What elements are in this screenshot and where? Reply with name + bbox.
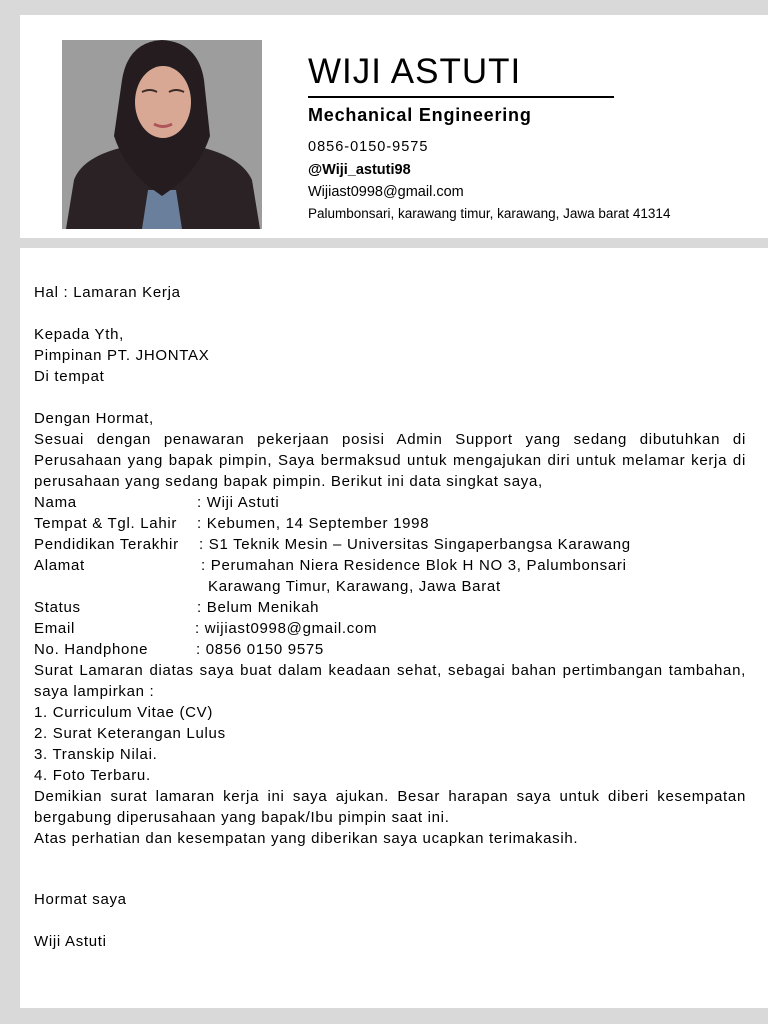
attachment-item: 4. Foto Terbaru. — [34, 767, 151, 784]
attachment-item: 1. Curriculum Vitae (CV) — [34, 704, 214, 721]
detail-label: Alamat — [34, 557, 85, 574]
detail-row — [34, 534, 746, 555]
detail-label: Pendidikan Terakhir — [34, 536, 179, 553]
detail-label: Tempat & Tgl. Lahir — [34, 515, 178, 532]
letter-subject: Hal : Lamaran Kerja — [34, 284, 181, 301]
letter-signoff: Hormat saya — [34, 891, 127, 908]
candidate-role: Mechanical Engineering — [308, 105, 532, 125]
detail-row — [34, 597, 746, 618]
applicant-details — [34, 492, 746, 660]
detail-row — [34, 492, 746, 513]
detail-row — [34, 618, 746, 639]
letter-intro: Sesuai dengan penawaran pekerjaan posisi Admin Support yang sedang dibutuhkan di Perusahaan yang bapak pimpin, Saya bermaksud untuk mengajukan diri untuk melamar kerja di perusahaan yang sedang bapak pimpin. Berikut ini data singkat saya, — [34, 431, 746, 490]
letter-thanks: Atas perhatian dan kesempatan yang diberikan saya ucapkan terimakasih. — [34, 830, 579, 847]
contact-address: Palumbonsari, karawang timur, karawang, Jawa barat 41314 — [308, 206, 671, 221]
profile-photo — [62, 40, 262, 229]
letter-closing: Demikian surat lamaran kerja ini saya ajukan. Besar harapan saya untuk diberi kesempatan bergabung diperusahaan yang bapak/Ibu pimpin saat ini. — [34, 788, 746, 826]
attachment-item: 2. Surat Keterangan Lulus — [34, 725, 226, 742]
detail-value: : wijiast0998@gmail.com — [195, 620, 378, 637]
detail-value: : S1 Teknik Mesin – Universitas Singaperbangsa Karawang — [199, 536, 631, 553]
detail-value: Karawang Timur, Karawang, Jawa Barat — [208, 578, 501, 595]
detail-value: : Perumahan Niera Residence Blok H NO 3, Palumbonsari — [201, 557, 627, 574]
recipient-line: Kepada Yth, — [34, 326, 124, 343]
signature-name: Wiji Astuti — [34, 933, 107, 950]
name-underline — [308, 96, 614, 98]
detail-label: Email — [34, 620, 76, 637]
detail-row-continued — [34, 576, 746, 597]
detail-row — [34, 639, 746, 660]
recipient-line: Pimpinan PT. JHONTAX — [34, 347, 210, 364]
candidate-name: WIJI ASTUTI — [308, 52, 522, 91]
detail-value: : Belum Menikah — [197, 599, 320, 616]
section-divider — [20, 238, 748, 248]
attachment-item: 3. Transkip Nilai. — [34, 746, 158, 763]
detail-value: : Kebumen, 14 September 1998 — [197, 515, 430, 532]
detail-label: Status — [34, 599, 81, 616]
attachments-intro: Surat Lamaran diatas saya buat dalam keadaan sehat, sebagai bahan pertimbangan tambahan, saya lampirkan : — [34, 662, 746, 700]
letter-body — [34, 408, 746, 849]
detail-row — [34, 513, 746, 534]
contact-instagram: @Wiji_astuti98 — [308, 162, 411, 178]
contact-email: Wijiast0998@gmail.com — [308, 184, 464, 200]
detail-label: No. Handphone — [34, 641, 149, 658]
letter-recipient — [34, 324, 746, 387]
recipient-line: Di tempat — [34, 368, 105, 385]
contact-phone: 0856-0150-9575 — [308, 139, 429, 155]
detail-label: Nama — [34, 494, 77, 511]
letter-greeting: Dengan Hormat, — [34, 410, 154, 427]
detail-row — [34, 555, 746, 576]
portrait-image — [62, 40, 262, 229]
detail-value: : Wiji Astuti — [197, 494, 280, 511]
detail-value: : 0856 0150 9575 — [196, 641, 324, 658]
